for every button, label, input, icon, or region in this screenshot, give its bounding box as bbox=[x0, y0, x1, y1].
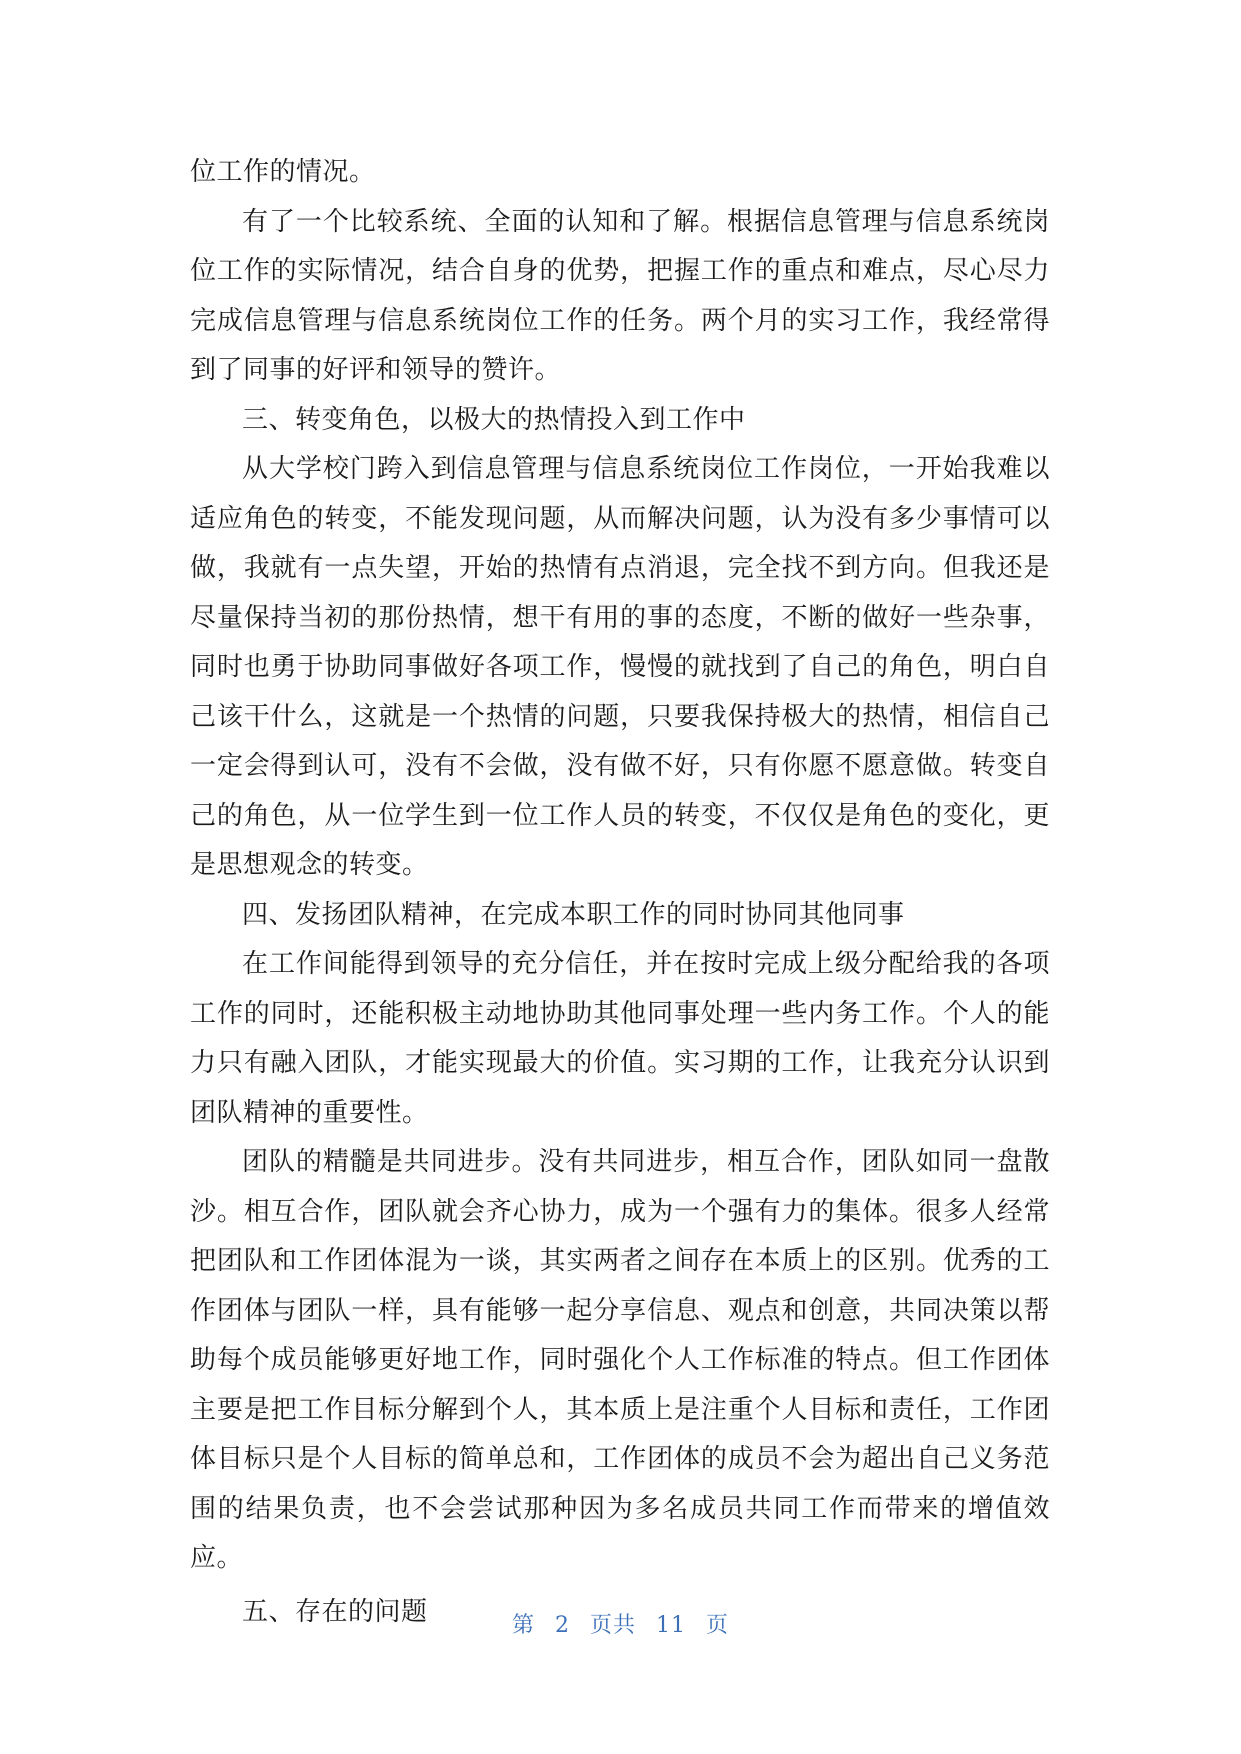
paragraph: 有了一个比较系统、全面的认知和了解。根据信息管理与信息系统岗位工作的实际情况，结合自身的优势，把握工作的重点和难点，尽心尽力完成信息管理与信息系统岗位工作的任务。两个月的实习工作，我经常得到了同事的好评和领导的赞许。 bbox=[190, 206, 1050, 385]
paragraph: 在工作间能得到领导的充分信任，并在按时完成上级分配给我的各项工作的同时，还能积极主动地协助其他同事处理一些内务工作。个人的能力只有融入团队，才能实现最大的价值。实习期的工作，让我充分认识到团队精神的重要性。 bbox=[190, 949, 1050, 1128]
page-footer bbox=[0, 1608, 1241, 1639]
section-heading: 三、转变角色，以极大的热情投入到工作中 bbox=[242, 404, 746, 435]
paragraph: 从大学校门跨入到信息管理与信息系统岗位工作岗位，一开始我难以适应角色的转变，不能发现问题，从而解决问题，认为没有多少事情可以做，我就有一点失望，开始的热情有点消退，完全找不到方向。但我还是尽量保持当初的那份热情，想干有用的事的态度，不断的做好一些杂事，同时也勇于协助同事做好各项工作，慢慢的就找到了自己的角色，明白自己该干什么，这就是一个热情的问题，只要我保持极大的热情，相信自己一定会得到认可，没有不会做，没有做不好，只有你愿不愿意做。转变自己的角色，从一位学生到一位工作人员的转变，不仅仅是角色的变化，更是思想观念的转变。 bbox=[190, 454, 1050, 880]
document-body bbox=[190, 148, 1050, 1637]
footer-current-page: 2 bbox=[554, 1613, 570, 1638]
section-heading: 五、存在的问题 bbox=[242, 1596, 428, 1627]
paragraph: 团队的精髓是共同进步。没有共同进步，相互合作，团队如同一盘散沙。相互合作，团队就会齐心协力，成为一个强有力的集体。很多人经常把团队和工作团体混为一谈，其实两者之间存在本质上的区别。优秀的工作团体与团队一样，具有能够一起分享信息、观点和创意，共同决策以帮助每个成员能够更好地工作，同时强化个人工作标准的特点。但工作团体主要是把工作目标分解到个人，其本质上是注重个人目标和责任，工作团体目标只是个人目标的简单总和，工作团体的成员不会为超出自己义务范围的结果负责，也不会尝试那种因为多名成员共同工作而带来的增值效应。 bbox=[190, 1147, 1050, 1573]
paragraph-continuation: 位工作的情况。 bbox=[190, 157, 376, 187]
footer-label-end: 页 bbox=[706, 1613, 730, 1638]
footer-label-of: 页共 bbox=[589, 1613, 636, 1638]
footer-total-pages: 11 bbox=[656, 1613, 686, 1638]
footer-label-page: 第 bbox=[511, 1613, 535, 1638]
section-heading: 四、发扬团队精神，在完成本职工作的同时协同其他同事 bbox=[242, 899, 905, 930]
